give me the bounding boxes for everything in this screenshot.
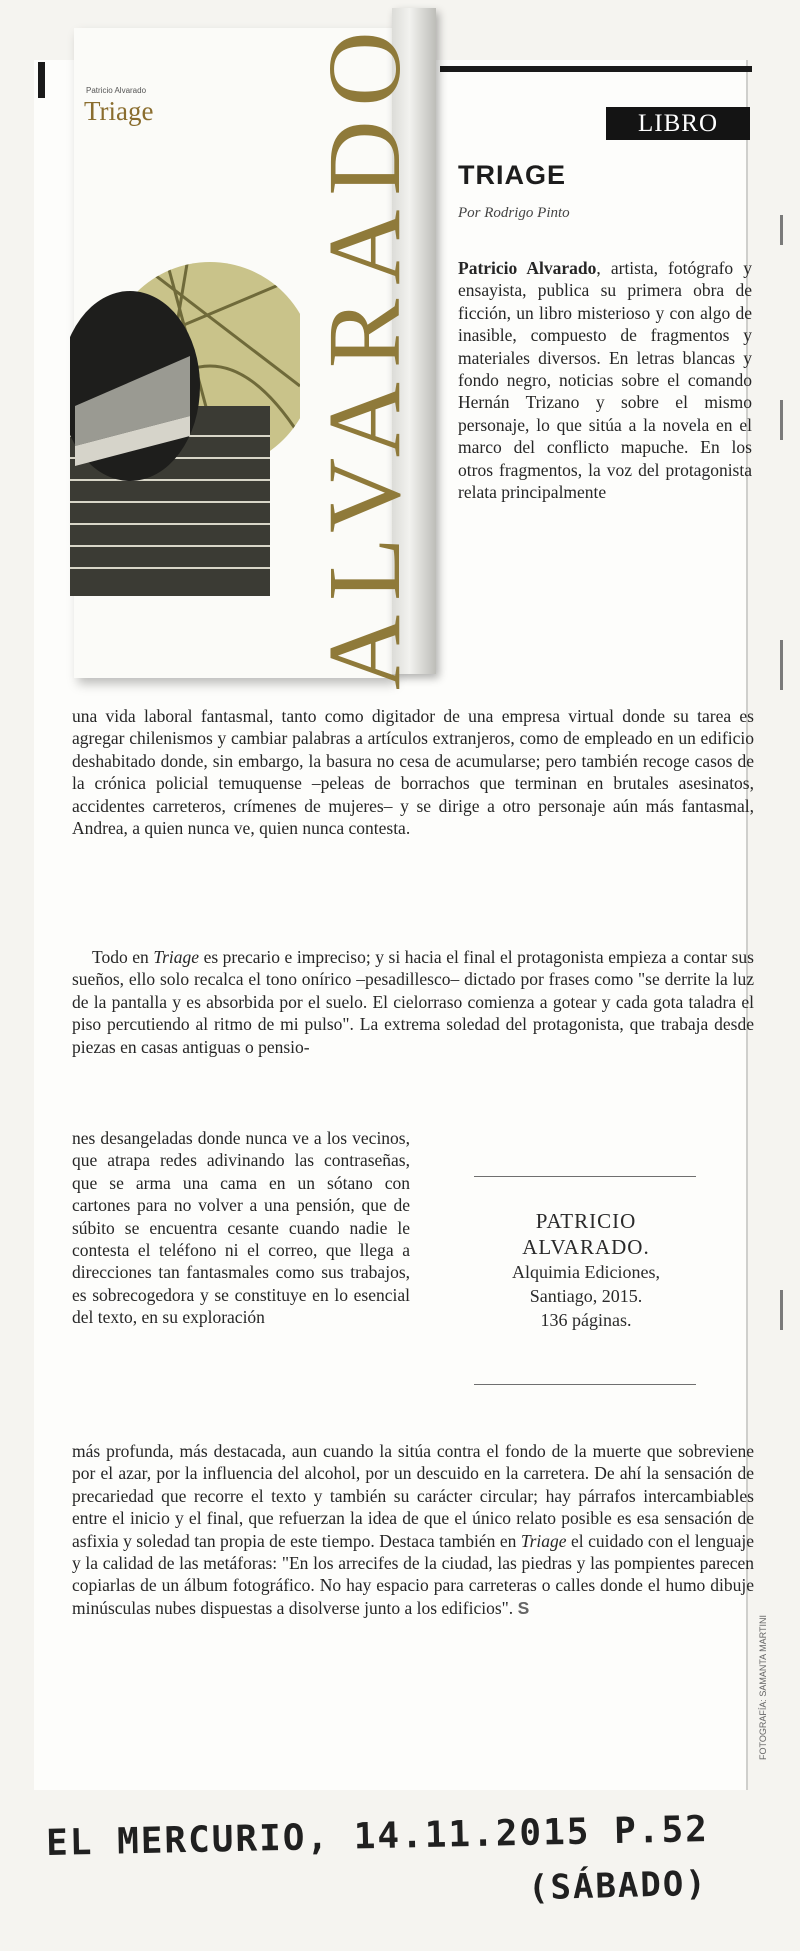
credits-top-rule bbox=[474, 1176, 696, 1177]
photo-credit: FOTOGRAFÍA: SAMANTA MARTINI bbox=[758, 1614, 768, 1760]
article-byline: Por Rodrigo Pinto bbox=[458, 205, 570, 221]
body-right-column bbox=[458, 257, 752, 503]
paragraph-2-part-4: el cuidado con el lenguaje y la calidad de las metáforas: "En los arrecifes de la ciudad, las piedras y las pompientes parecen copiarlas de un álbum fotográfico. No hay espacio para carreteras o calles donde el humo dibuje minúsculas nubes dispuestas a disolverse junto a los edificios". bbox=[72, 1530, 754, 1618]
edge-mark bbox=[780, 640, 783, 690]
cover-author-name: Patricio Alvarado bbox=[86, 86, 147, 95]
paragraph-2-part-1: es precario e impreciso; y si hacia el final el protagonista empieza a contar sus sueños, ello solo recalca el tono onírico –pesadillesco– dictado por frases como "se derrite la luz de la pantalla y es absorbida por el suelo. El cielorraso comienza a gotear y cada gota taladra el piso percutiendo al ritmo de mi pulso". La extrema soledad del protagonista, que trabaja desde piezas en casas antiguas o pensio- bbox=[72, 947, 754, 1057]
body-full-width-2 bbox=[72, 946, 754, 1058]
cover-title: Triage bbox=[84, 96, 154, 126]
body-full-width-1 bbox=[72, 705, 754, 839]
credits-publisher: Alquimia Ediciones, bbox=[512, 1262, 660, 1282]
paragraph-1-part-2: una vida laboral fantasmal, tanto como digitador de una empresa virtual donde su tarea es agregar chilenismos y cambiar palabras a artículos extranjeros, como de empleado en un edificio deshabitado donde, sin embargo, la basura no cesa de acumularse; pero también recoge casos de la crónica policial temuquense –peleas de borrachos que terminan en brutales asesinatos, accidentes carreteros, crímenes de mujeres– y se dirige a otro personaje aún más fantasmal, Andrea, a quien nunca ve, quien nunca contesta. bbox=[72, 706, 754, 839]
body-full-width-3 bbox=[72, 1440, 754, 1619]
paragraph-1-part-1: , artista, fotógrafo y ensayista, publica su primera obra de ficción, un libro misterioso y con algo de inasible, compuesto de fragmentos y materiales diversos. En letras blancas y fondo negro, noticias sobre el comando Hernán Trizano y sobre el mismo personaje, lo que sitúa a la novela en el marco del conflicto mapuche. En los otros fragmentos, la voz del protagonista relata principalmente bbox=[458, 258, 752, 503]
paragraph-2-part-3: más profunda, más destacada, aun cuando la sitúa contra el fondo de la muerte que sobreviene por el azar, por la influencia del alcohol, por un descuido en la carretera. De ahí la sensación de precariedad que recorre el texto y también su carácter circular; hay párrafos intercambiables entre el inicio y el final, que refuerzan la idea de que el único relato posible es esa sensación de asfixia y soledad tan propia de este tiempo. Destaca también en bbox=[72, 1441, 754, 1551]
paragraph-2-part-2: nes desangeladas donde nunca ve a los vecinos, que atrapa redes adivinando las contraseñas, que se arma una cama en un sótano con cartones para no volver a una pensión, que de súbito se encuentra cesante cuando nadie le contesta el teléfono ni el correo, que llega a direcciones tan fantasmales como sus trabajos, es sobrecogedora y se constituye en lo esencial del texto, en su exploración bbox=[72, 1128, 410, 1328]
credits-author-line-1: PATRICIO bbox=[535, 1209, 637, 1233]
book-title-italic: Triage bbox=[153, 947, 200, 967]
handwritten-day-note: (SÁBADO) bbox=[527, 1863, 709, 1909]
edge-mark bbox=[780, 1290, 783, 1330]
top-black-rule bbox=[440, 66, 752, 72]
edge-mark bbox=[780, 215, 783, 245]
left-black-rule bbox=[38, 62, 45, 98]
spine-author-name: ALVARADO bbox=[307, 17, 422, 690]
edge-mark bbox=[780, 400, 783, 440]
section-label: LIBRO bbox=[606, 107, 750, 140]
article-title: TRIAGE bbox=[458, 160, 567, 190]
credits-pages: 136 páginas. bbox=[540, 1310, 632, 1330]
end-mark: S bbox=[517, 1597, 530, 1618]
book-title-italic-2: Triage bbox=[520, 1530, 567, 1551]
author-name-bold: Patricio Alvarado bbox=[458, 258, 597, 278]
credits-bottom-rule bbox=[474, 1384, 696, 1385]
paragraph-2-lead: Todo en bbox=[92, 947, 154, 967]
handwritten-source-note: EL MERCURIO, 14.11.2015 P.52 bbox=[45, 1809, 710, 1864]
body-left-column bbox=[72, 1127, 410, 1329]
credits-author-line-2: ALVARADO. bbox=[522, 1235, 650, 1259]
book-credits bbox=[468, 1208, 704, 1332]
cover-collage-image bbox=[70, 236, 300, 656]
credits-place-year: Santiago, 2015. bbox=[529, 1286, 643, 1306]
